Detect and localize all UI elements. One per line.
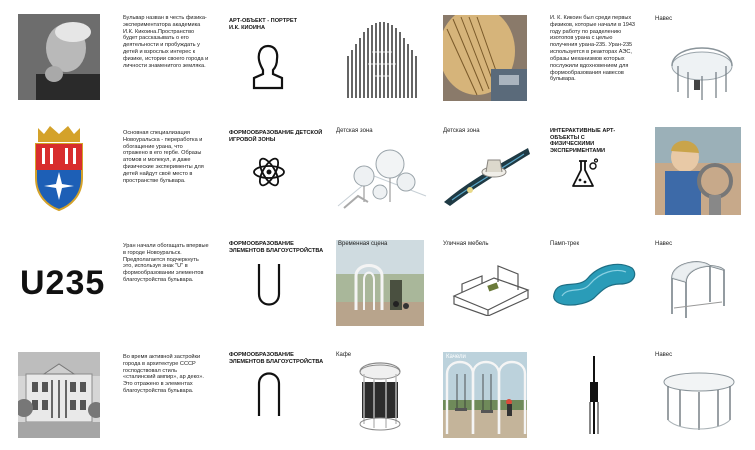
arch-shape-icon bbox=[256, 370, 282, 423]
u-shape-icon bbox=[256, 262, 282, 313]
kids-zone-label-1: Детская зона bbox=[336, 128, 373, 134]
child-experiment-photo bbox=[655, 127, 741, 215]
temporary-stage-render bbox=[336, 240, 424, 326]
swings-label: Качели bbox=[446, 354, 466, 360]
atom-icon bbox=[252, 155, 286, 194]
art-object-header: АРТ-ОБЪЕКТ - ПОРТРЕТ И.К. КИОИНА bbox=[229, 18, 297, 31]
canopy-label-1: Навес bbox=[655, 16, 673, 22]
kikoin-portrait-photo bbox=[18, 14, 100, 100]
swings-render bbox=[443, 352, 527, 438]
kikoin-intro-text: Бульвар назван в честь физика-экспериментатора академика И.К. Кикоина.Пространство будет рассказывать о его деятельности и пробуждать у детей и взрослых интерес к физике, истории своего города и личности знаменитого земляка. bbox=[123, 15, 209, 69]
kids-zone-label-2: Детская зона bbox=[443, 128, 480, 134]
cafe-render bbox=[354, 358, 406, 437]
coat-of-arms-text: Основная специализация Новоуральска - переработка и обогащение урана, что отражено в его гербе. Образы атомов и молекул, и даже физические эксперименты для детей найдут своё место в пространстве бульвара. bbox=[123, 130, 204, 184]
pump-track-label: Памп-трек bbox=[550, 241, 580, 247]
kids-zone-render-2 bbox=[440, 140, 532, 215]
canopy-label-3: Навес bbox=[655, 352, 673, 358]
striped-portrait-art-object bbox=[338, 16, 426, 107]
canopy-render-3 bbox=[660, 360, 738, 439]
stalin-empire-building-photo bbox=[18, 352, 100, 438]
turbine-photo bbox=[443, 15, 527, 101]
street-furniture-label: Уличная мебель bbox=[443, 241, 489, 247]
temporary-stage-label: Временная сцена bbox=[338, 241, 388, 247]
novouralsk-coat-of-arms bbox=[30, 124, 88, 219]
cafe-label: Кафе bbox=[336, 352, 352, 358]
canopy-label-2: Навес bbox=[655, 241, 673, 247]
u235-logo: U235 bbox=[20, 264, 106, 302]
pump-track-render bbox=[548, 250, 638, 315]
kids-zone-render-1 bbox=[334, 136, 430, 221]
street-furniture-render bbox=[448, 256, 534, 321]
kikoin-uranium-text: И. К. Кикоин был среди первых физиков, которые начали в 1943 году работу по разделению изотопов урана с целью получения урана-235. Уран-235 используется в реакторах АЭС, образы механизмов которых послужили вдохновением для формообразования навесов бульвара. bbox=[550, 15, 636, 83]
uranium-u-text: Уран начали обогащать впервые в городе Новоуральск. Предполагается подчеркнуть это, используя знак "U" в формообразовании элементов благоустройства бульвара. bbox=[123, 243, 209, 284]
elements-header-2: ФОРМООБРАЗОВАНИЕ ЭЛЕМЕНТОВ БЛАГОУСТРОЙСТВА bbox=[229, 352, 324, 365]
canopy-render-2 bbox=[664, 252, 736, 325]
play-zone-header: ФОРМООБРАЗОВАНИЕ ДЕТСКОЙ ИГРОВОЙ ЗОНЫ bbox=[229, 130, 323, 143]
elements-header-1: ФОРМООБРАЗОВАНИЕ ЭЛЕМЕНТОВ БЛАГОУСТРОЙСТВА bbox=[229, 241, 324, 254]
portrait-silhouette-icon bbox=[250, 42, 286, 95]
interactive-objects-header: ИНТЕРАКТИВНЫЕ АРТ-ОБЪЕКТЫ С ФИЗИЧЕСКИМИ ЭКСПЕРИМЕНТАМИ bbox=[550, 128, 616, 155]
canopy-render-1 bbox=[658, 22, 740, 107]
stalin-empire-text: Во время активной застройки города в архитектуре СССР господствовал стиль «сталинский ампир», ар деко». Это отражено в элементах благоустройства бульвара. bbox=[123, 354, 204, 395]
flask-icon bbox=[570, 158, 600, 195]
pillar-detail-drawing bbox=[586, 356, 602, 439]
